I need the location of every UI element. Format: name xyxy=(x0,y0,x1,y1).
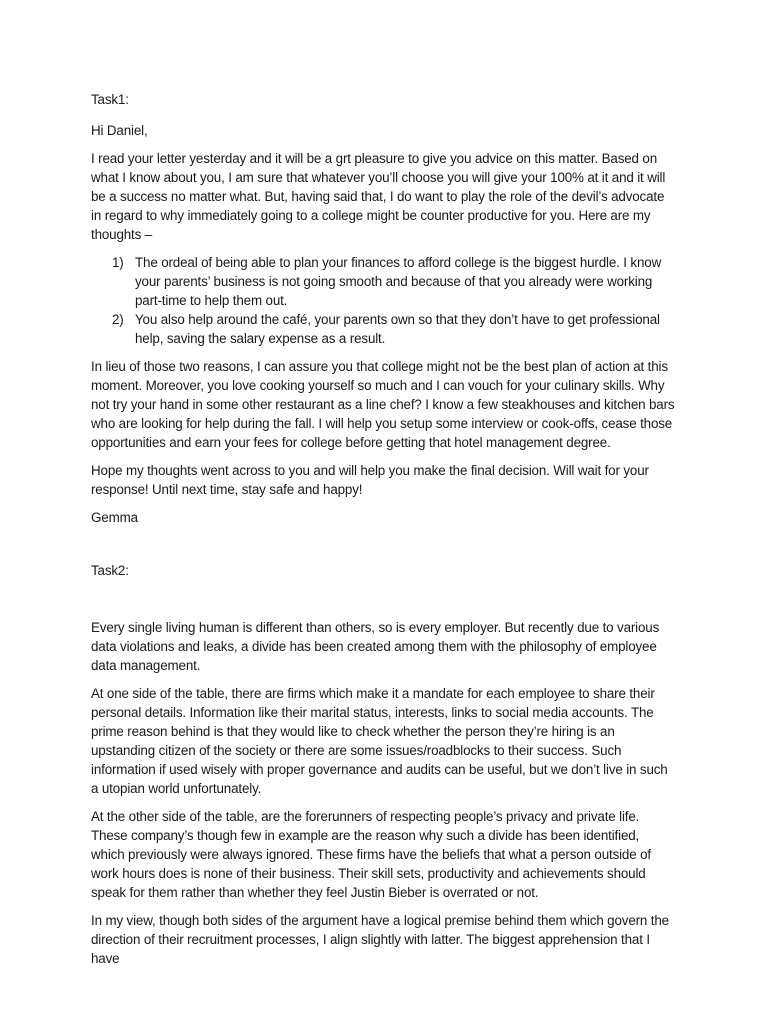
list-item xyxy=(91,310,676,348)
letter-closing-paragraph: Hope my thoughts went across to you and will help you make the final decision. Will wait for your response! Until next time, stay safe and happy! xyxy=(91,463,649,497)
essay-paragraph: Every single living human is different than others, so is every employer. But recently due to various data violations and leaks, a divide has been created among them with the philosophy of employee data management. xyxy=(91,620,660,673)
list-item-number: 1) xyxy=(112,255,124,270)
essay-paragraph: At one side of the table, there are firms which make it a mandate for each employee to share their personal details. Information like their marital status, interests, links to social media accounts. The prime reason behind is that they would like to check whether the person they’re hiring is an upstanding citizen of the society or there are some issues/roadblocks to their success. Such information if used wisely with proper governance and audits can be useful, but we don’t live in such a utopian world unfortunately. xyxy=(91,686,668,796)
list-item xyxy=(91,253,676,310)
letter-intro-paragraph: I read your letter yesterday and it will be a grt pleasure to give you advice on this matter. Based on what I know about you, I am sure that whatever you’ll choose you will give your 100% at it and it will be a success no matter what. But, having said that, I do want to play the role of the devil’s advocate in regard to why immediately going to a college might be counter productive for you. Here are my thoughts – xyxy=(91,151,666,242)
letter-signature: Gemma xyxy=(91,510,138,525)
document-page xyxy=(91,90,676,977)
letter-body-paragraph: In lieu of those two reasons, I can assure you that college might not be the best plan of action at this moment. Moreover, you love cooking yourself so much and I can vouch for your culinary skills. Why not try your hand in some other restaurant as a line chef? I know a few steakhouses and kitchen bars who are looking for help during the fall. I will help you setup some interview or cook-offs, cease those opportunities and earn your fees for college before getting that hotel management degree. xyxy=(91,359,675,450)
letter-greeting: Hi Daniel, xyxy=(91,123,148,138)
essay-paragraph: At the other side of the table, are the forerunners of respecting people’s privacy and private life. These company’s though few in example are the reason why such a divide has been identified, which previously were always ignored. These firms have the beliefs that what a person outside of work hours does is none of their business. Their skill sets, productivity and achievements should speak for them rather than whether they feel Justin Bieber is overrated or not. xyxy=(91,809,651,900)
thoughts-list xyxy=(91,253,676,348)
task2-heading: Task2: xyxy=(91,563,129,578)
list-item-number: 2) xyxy=(112,312,124,327)
essay-paragraph: In my view, though both sides of the argument have a logical premise behind them which govern the direction of their recruitment processes, I align slightly with latter. The biggest apprehension that I have xyxy=(91,913,669,966)
list-item-text: You also help around the café, your parents own so that they don’t have to get professional help, saving the salary expense as a result. xyxy=(135,312,660,346)
task1-heading: Task1: xyxy=(91,92,129,107)
list-item-text: The ordeal of being able to plan your finances to afford college is the biggest hurdle. I know your parents’ business is not going smooth and because of that you already were working part-time to help them out. xyxy=(135,255,662,308)
